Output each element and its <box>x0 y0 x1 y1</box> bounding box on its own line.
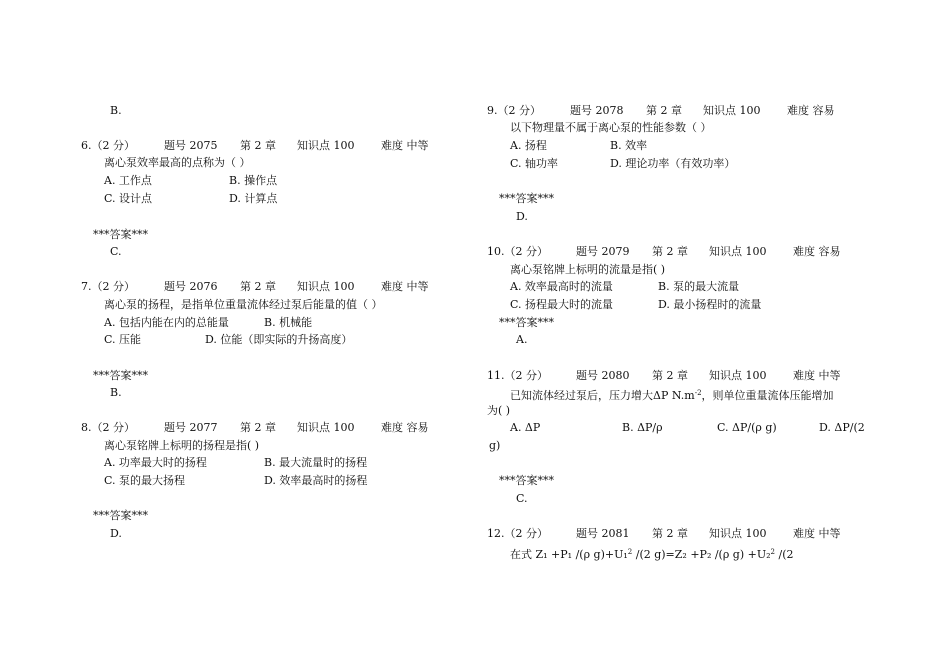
answer-value: B. <box>110 386 122 399</box>
question-id: 题号 2081 <box>576 527 630 540</box>
difficulty: 难度 中等 <box>381 280 429 293</box>
question-id: 题号 2076 <box>164 280 218 293</box>
option-c: C. 压能 <box>104 333 142 346</box>
question-id: 题号 2078 <box>570 104 624 117</box>
difficulty: 难度 容易 <box>787 104 835 117</box>
option-c: C. 设计点 <box>104 192 153 205</box>
question-number: 8.（2 分） <box>81 421 135 434</box>
difficulty: 难度 中等 <box>793 527 841 540</box>
chapter: 第 2 章 <box>240 280 276 293</box>
question-stem: 以下物理量不属于离心泵的性能参数（ ） <box>510 121 712 134</box>
knowledge-point: 知识点 100 <box>297 280 355 293</box>
difficulty: 难度 中等 <box>381 139 429 152</box>
option-a: A. 工作点 <box>104 174 152 187</box>
chapter: 第 2 章 <box>240 139 276 152</box>
knowledge-point: 知识点 100 <box>709 369 767 382</box>
answer-header: ***答案*** <box>93 509 148 522</box>
question-stem: 离心泵的扬程，是指单位重量流体经过泵后能量的值（ ） <box>104 298 383 311</box>
chapter: 第 2 章 <box>240 421 276 434</box>
chapter: 第 2 章 <box>652 245 688 258</box>
difficulty: 难度 容易 <box>793 245 841 258</box>
option-a: A. ΔP <box>510 421 541 434</box>
question-stem: 离心泵铭牌上标明的流量是指( ) <box>510 263 666 276</box>
option-d: D. 效率最高时的扬程 <box>264 474 368 487</box>
question-number: 12.（2 分） <box>487 527 548 540</box>
answer-header: ***答案*** <box>93 228 148 241</box>
option-d: D. 计算点 <box>229 192 278 205</box>
knowledge-point: 知识点 100 <box>709 527 767 540</box>
option-d: D. 位能（即实际的升扬高度） <box>205 333 353 346</box>
answer-value: B. <box>110 104 122 117</box>
knowledge-point: 知识点 100 <box>297 139 355 152</box>
formula-text: 在式 Z₁ +P₁ /(ρ g)+U₁ <box>510 548 628 561</box>
option-b: B. 操作点 <box>229 174 278 187</box>
option-c: C. ΔP/(ρ g) <box>717 421 777 434</box>
option-d: D. 理论功率（有效功率） <box>610 157 736 170</box>
superscript: 2 <box>770 548 776 556</box>
difficulty: 难度 中等 <box>793 369 841 382</box>
answer-value: C. <box>110 245 122 258</box>
question-number: 11.（2 分） <box>487 369 548 382</box>
option-d-continuation: g) <box>489 439 501 452</box>
question-id: 题号 2077 <box>164 421 218 434</box>
question-stem: 离心泵铭牌上标明的扬程是指( ) <box>104 439 260 452</box>
option-a: A. 效率最高时的流量 <box>510 280 613 293</box>
question-number: 7.（2 分） <box>81 280 135 293</box>
option-b: B. 机械能 <box>264 316 313 329</box>
formula-text: /(2 <box>778 548 794 561</box>
option-c: C. 轴功率 <box>510 157 559 170</box>
chapter: 第 2 章 <box>646 104 682 117</box>
answer-value: A. <box>516 333 528 346</box>
option-a: A. 包括内能在内的总能量 <box>104 316 229 329</box>
superscript: 2 <box>627 548 633 556</box>
option-c: C. 泵的最大扬程 <box>104 474 186 487</box>
question-stem-continuation: 为( ) <box>487 404 511 417</box>
difficulty: 难度 容易 <box>381 421 429 434</box>
option-a: A. 功率最大时的扬程 <box>104 456 207 469</box>
answer-value: D. <box>516 210 528 223</box>
question-number: 6.（2 分） <box>81 139 135 152</box>
option-b: B. 最大流量时的扬程 <box>264 456 368 469</box>
formula-line <box>510 545 794 562</box>
option-d: D. ΔP/(2 <box>819 421 865 434</box>
question-stem <box>510 386 834 403</box>
answer-header: ***答案*** <box>93 369 148 382</box>
knowledge-point: 知识点 100 <box>297 421 355 434</box>
chapter: 第 2 章 <box>652 369 688 382</box>
question-number: 9.（2 分） <box>487 104 541 117</box>
chapter: 第 2 章 <box>652 527 688 540</box>
answer-value: D. <box>110 527 122 540</box>
option-d: D. 最小扬程时的流量 <box>658 298 762 311</box>
knowledge-point: 知识点 100 <box>709 245 767 258</box>
question-id: 题号 2079 <box>576 245 630 258</box>
question-id: 题号 2080 <box>576 369 630 382</box>
answer-value: C. <box>516 492 528 505</box>
stem-text: 已知流体经过泵后，压力增大ΔP N.m <box>510 389 695 402</box>
superscript: -2 <box>694 389 702 397</box>
answer-header: ***答案*** <box>499 316 554 329</box>
option-a: A. 扬程 <box>510 139 547 152</box>
question-stem: 离心泵效率最高的点称为（ ） <box>104 156 251 169</box>
answer-header: ***答案*** <box>499 192 554 205</box>
knowledge-point: 知识点 100 <box>703 104 761 117</box>
option-c: C. 扬程最大时的流量 <box>510 298 614 311</box>
formula-text: /(2 g)=Z₂ +P₂ /(ρ g) +U₂ <box>635 548 771 561</box>
stem-text: ，则单位重量流体压能增加 <box>701 389 834 402</box>
question-number: 10.（2 分） <box>487 245 548 258</box>
option-b: B. ΔP/ρ <box>622 421 663 434</box>
answer-header: ***答案*** <box>499 474 554 487</box>
option-b: B. 泵的最大流量 <box>658 280 740 293</box>
question-id: 题号 2075 <box>164 139 218 152</box>
option-b: B. 效率 <box>610 139 648 152</box>
